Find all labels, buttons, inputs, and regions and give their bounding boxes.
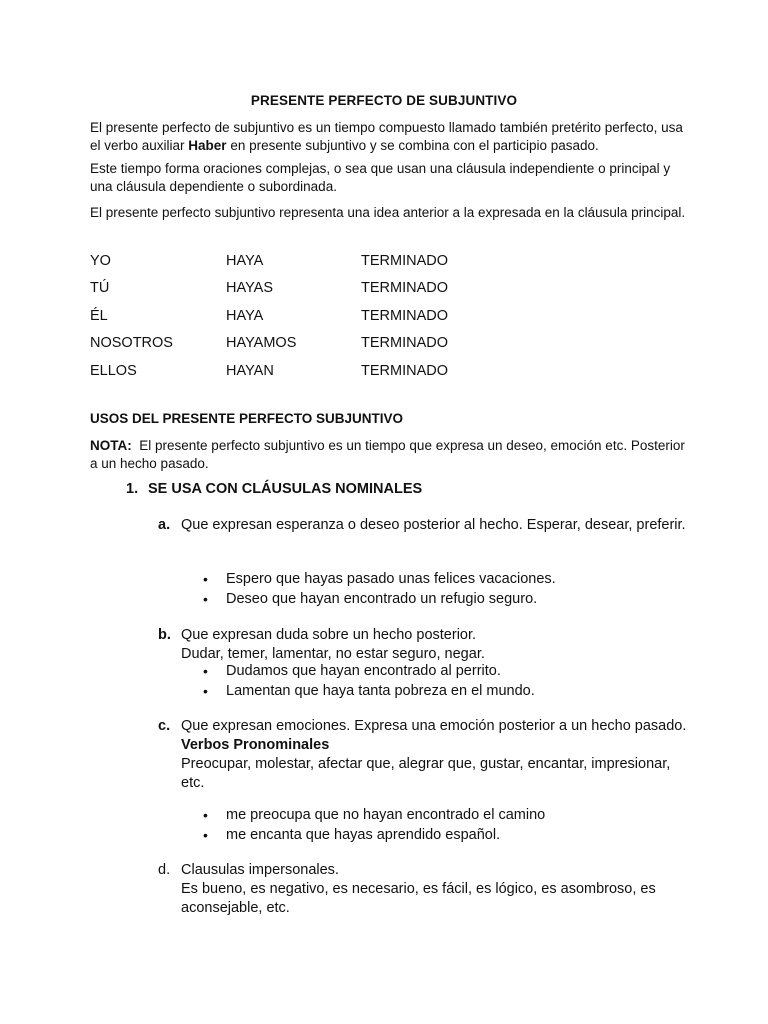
nota-label: NOTA: xyxy=(90,438,132,453)
nota-text: El presente perfecto subjuntivo es un tiempo que expresa un deseo, emoción etc. Posterior a un hecho pasado. xyxy=(90,438,685,471)
participle-cell: TERMINADO xyxy=(361,335,448,352)
section-1-heading xyxy=(126,481,422,497)
item-c xyxy=(158,717,688,793)
item-letter: a. xyxy=(158,517,171,533)
table-row xyxy=(90,330,448,358)
pronoun-cell: ELLOS xyxy=(90,362,137,379)
item-a xyxy=(158,516,688,535)
table-row xyxy=(90,302,448,330)
participle-cell: TERMINADO xyxy=(361,280,448,297)
example-text: me preocupa que no hayan encontrado el camino xyxy=(226,807,546,823)
auxiliary-cell: HAYA xyxy=(226,307,264,324)
item-letter: b. xyxy=(158,627,171,643)
pronoun-cell: NOSOTROS xyxy=(90,335,173,352)
list-item xyxy=(203,806,545,826)
item-c-verbs: Preocupar, molestar, afectar que, alegrar que, gustar, encantar, impresionar, etc. xyxy=(181,756,671,791)
usos-heading: USOS DEL PRESENTE PERFECTO SUBJUNTIVO xyxy=(90,411,404,426)
item-d-line-1: Clausulas impersonales. xyxy=(181,862,339,878)
nota-paragraph xyxy=(90,437,690,473)
auxiliary-cell: HAYAS xyxy=(226,280,274,297)
item-b-examples xyxy=(203,662,535,701)
intro-paragraph-3: El presente perfecto subjuntivo representa una idea anterior a la expresada en la cláusula principal. xyxy=(90,205,686,220)
item-a-examples xyxy=(203,570,556,609)
participle-cell: TERMINADO xyxy=(361,307,448,324)
participle-cell: TERMINADO xyxy=(361,252,448,269)
section-number: 1. xyxy=(126,481,139,497)
pronoun-cell: YO xyxy=(90,252,111,269)
example-text: Lamentan que haya tanta pobreza en el mundo. xyxy=(226,682,535,699)
auxiliary-cell: HAYA xyxy=(226,252,264,269)
pronoun-cell: TÚ xyxy=(90,280,110,297)
table-row xyxy=(90,357,448,385)
pronoun-cell: ÉL xyxy=(90,307,108,324)
example-text: me encanta que hayas aprendido español. xyxy=(226,826,501,843)
intro-p1-text-b: en presente subjuntivo y se combina con el participio pasado. xyxy=(226,138,599,153)
bullet-icon: • xyxy=(203,590,208,607)
item-b-line-1: Que expresan duda sobre un hecho posterior. xyxy=(181,627,477,643)
list-item xyxy=(203,826,545,846)
auxiliary-cell: HAYAN xyxy=(226,362,274,379)
bullet-icon: • xyxy=(203,826,208,843)
intro-paragraph-1 xyxy=(90,119,690,155)
item-c-text: Que expresan emociones. Expresa una emoción posterior a un hecho pasado. xyxy=(181,718,687,734)
item-letter: c. xyxy=(158,718,171,734)
list-item xyxy=(203,590,556,610)
example-text: Dudamos que hayan encontrado al perrito. xyxy=(226,663,501,679)
item-c-subheading: Verbos Pronominales xyxy=(181,737,330,753)
example-text: Deseo que hayan encontrado un refugio seguro. xyxy=(226,590,538,607)
table-row xyxy=(90,247,448,275)
bullet-icon: • xyxy=(203,682,208,699)
bullet-icon: • xyxy=(203,807,208,823)
list-item xyxy=(203,682,535,702)
example-text: Espero que hayas pasado unas felices vacaciones. xyxy=(226,571,556,587)
table-row xyxy=(90,275,448,303)
bullet-icon: • xyxy=(203,571,208,587)
item-c-examples xyxy=(203,806,545,845)
item-d xyxy=(158,861,688,918)
intro-paragraph-2: Este tiempo forma oraciones complejas, o sea que usan una cláusula independiente o principal y una cláusula dependiente o subordinada. xyxy=(90,161,671,194)
item-a-text: Que expresan esperanza o deseo posterior al hecho. Esperar, desear, preferir. xyxy=(181,517,686,533)
list-item xyxy=(203,570,556,590)
item-b-line-2: Dudar, temer, lamentar, no estar seguro, negar. xyxy=(181,646,485,662)
intro-p1-text-a: El presente perfecto de subjuntivo es un tiempo compuesto llamado también pretérito perfecto, usa el verbo auxiliar xyxy=(90,120,683,153)
item-d-line-2: Es bueno, es negativo, es necesario, es fácil, es lógico, es asombroso, es aconsejable, etc. xyxy=(181,881,656,916)
item-b xyxy=(158,626,688,664)
item-letter: d. xyxy=(158,862,171,878)
intro-p1-bold-haber: Haber xyxy=(188,138,227,153)
list-item xyxy=(203,662,535,682)
auxiliary-cell: HAYAMOS xyxy=(226,335,297,352)
bullet-icon: • xyxy=(203,663,208,679)
section-title: SE USA CON CLÁUSULAS NOMINALES xyxy=(148,481,423,497)
conjugation-table xyxy=(90,247,448,385)
participle-cell: TERMINADO xyxy=(361,362,448,379)
page-title: PRESENTE PERFECTO DE SUBJUNTIVO xyxy=(250,93,518,108)
